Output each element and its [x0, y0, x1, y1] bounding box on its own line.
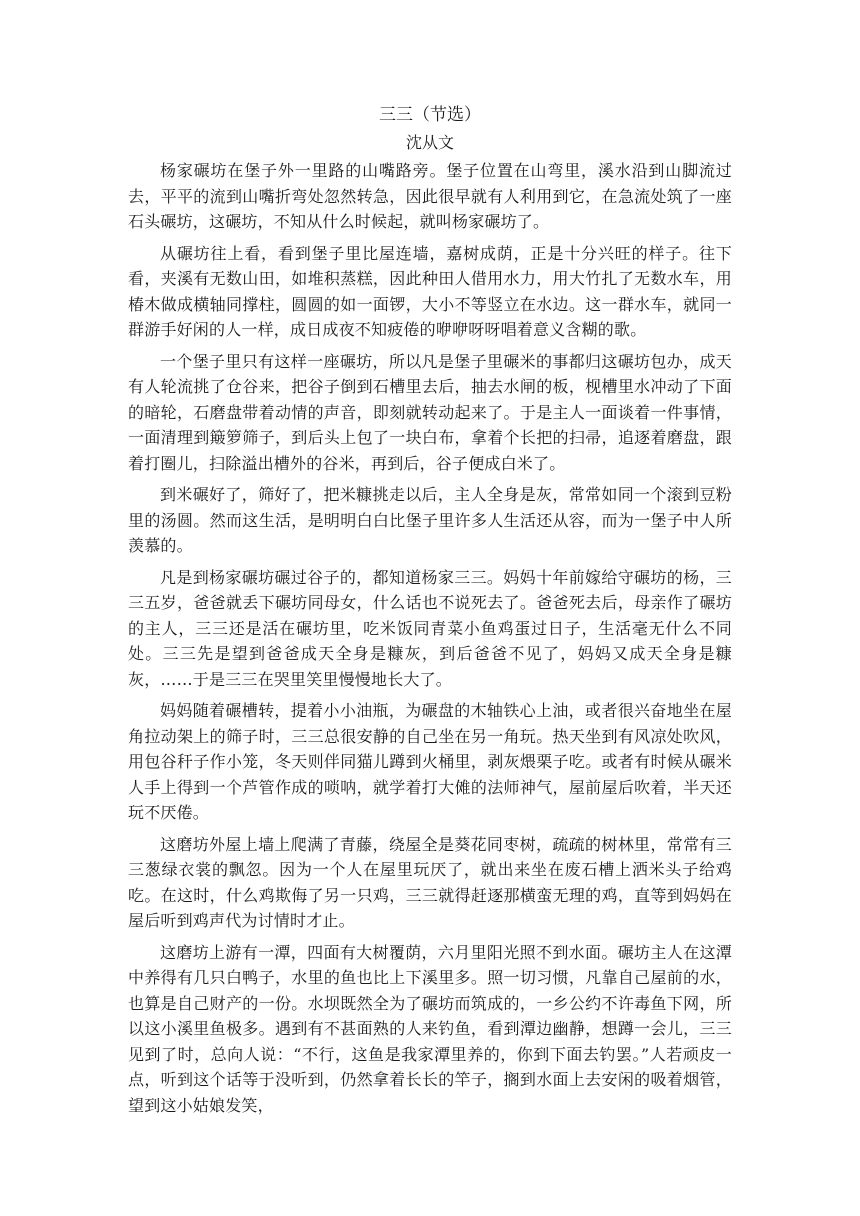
paragraph-5: 凡是到杨家碾坊碾过谷子的，都知道杨家三三。妈妈十年前嫁给守碾坊的杨，三三五岁，爸爸就丢下碾坊同母女，什么话也不说死去了。爸爸死去后，母亲作了碾坊的主人，三三还是活在碾坊里，吃米饭同青菜小鱼鸡蛋过日子，生活毫无什么不同处。三三先是望到爸爸成天全身是糠灰，到后爸爸不见了，妈妈又成天全身是糠灰，……于是三三在哭里笑里慢慢地长大了。: [128, 567, 732, 689]
document-author: 沈从文: [405, 133, 454, 152]
paragraph-3: 一个堡子里只有这样一座碾坊，所以凡是堡子里碾米的事都归这碾坊包办，成天有人轮流挑了仓谷来，把谷子倒到石槽里去后，抽去水闸的板，枧槽里水冲动了下面的暗轮，石磨盘带着动情的声音，即刻就转动起来了。于是主人一面谈着一件事情，一面清理到簸箩筛子，到后头上包了一块白布，拿着个长把的扫帚，追逐着磨盘，跟着打圈儿，扫除溢出槽外的谷米，再到后，谷子便成白米了。: [128, 351, 732, 473]
paragraph-1: 杨家碾坊在堡子外一里路的山嘴路旁。堡子位置在山弯里，溪水沿到山脚流过去，平平的流到山嘴折弯处忽然转急，因此很早就有人利用到它，在急流处筑了一座石头碾坊，这碾坊，不知从什么时候起，就叫杨家碾坊了。: [128, 161, 732, 231]
document-page: [128, 98, 732, 1124]
document-title: 三三（节选）: [379, 105, 481, 125]
paragraph-6: 妈妈随着碾槽转，提着小小油瓶，为碾盘的木轴铁心上油，或者很兴奋地坐在屋角拉动架上的筛子时，三三总很安静的自己坐在另一角玩。热天坐到有风凉处吹风，用包谷秆子作小笼，冬天则伴同猫儿蹲到火桶里，剥灰煨栗子吃。或者有时候从碾米人手上得到一个芦管作成的唢呐，就学着打大傩的法师神气，屋前屋后吹着，半天还玩不厌倦。: [128, 701, 732, 822]
paragraph-7: 这磨坊外屋上墙上爬满了青藤，绕屋全是葵花同枣树，疏疏的树林里，常常有三三葱绿衣裳的飘忽。因为一个人在屋里玩厌了，就出来坐在废石槽上洒米头子给鸡吃。在这时，什么鸡欺侮了另一只鸡，三三就得赶逐那横蛮无理的鸡，直等到妈妈在屋后听到鸡声代为讨情时才止。: [128, 834, 732, 930]
paragraph-4: 到米碾好了，筛好了，把米糠挑走以后，主人全身是灰，常常如同一个滚到豆粉里的汤圆。然而这生活，是明明白白比堡子里许多人生活还从容，而为一堡子中人所羡慕的。: [128, 485, 732, 555]
paragraph-2: 从碾坊往上看，看到堡子里比屋连墙，嘉树成荫，正是十分兴旺的样子。往下看，夹溪有无数山田，如堆积蒸糕，因此种田人借用水力，用大竹扎了无数水车，用椿木做成横轴同撑柱，圆圆的如一面锣，大小不等竖立在水边。这一群水车，就同一群游手好闲的人一样，成日成夜不知疲倦的咿咿呀呀唱着意义含糊的歌。: [128, 243, 732, 339]
paragraph-8: 这磨坊上游有一潭，四面有大树覆荫，六月里阳光照不到水面。碾坊主人在这潭中养得有几只白鸭子，水里的鱼也比上下溪里多。照一切习惯，凡靠自己屋前的水，也算是自己财产的一份。水坝既然全为了碾坊而筑成的，一乡公约不许毒鱼下网，所以这小溪里鱼极多。遇到有不甚面熟的人来钓鱼，看到潭边幽静，想蹲一会儿，三三见到了时，总向人说：“不行，这鱼是我家潭里养的，你到下面去钓罢。”人若顽皮一点，听到这个话等于没听到，仍然拿着长长的竿子，搁到水面上去安闲的吸着烟管，望到这小姑娘发笑，: [128, 942, 732, 1115]
